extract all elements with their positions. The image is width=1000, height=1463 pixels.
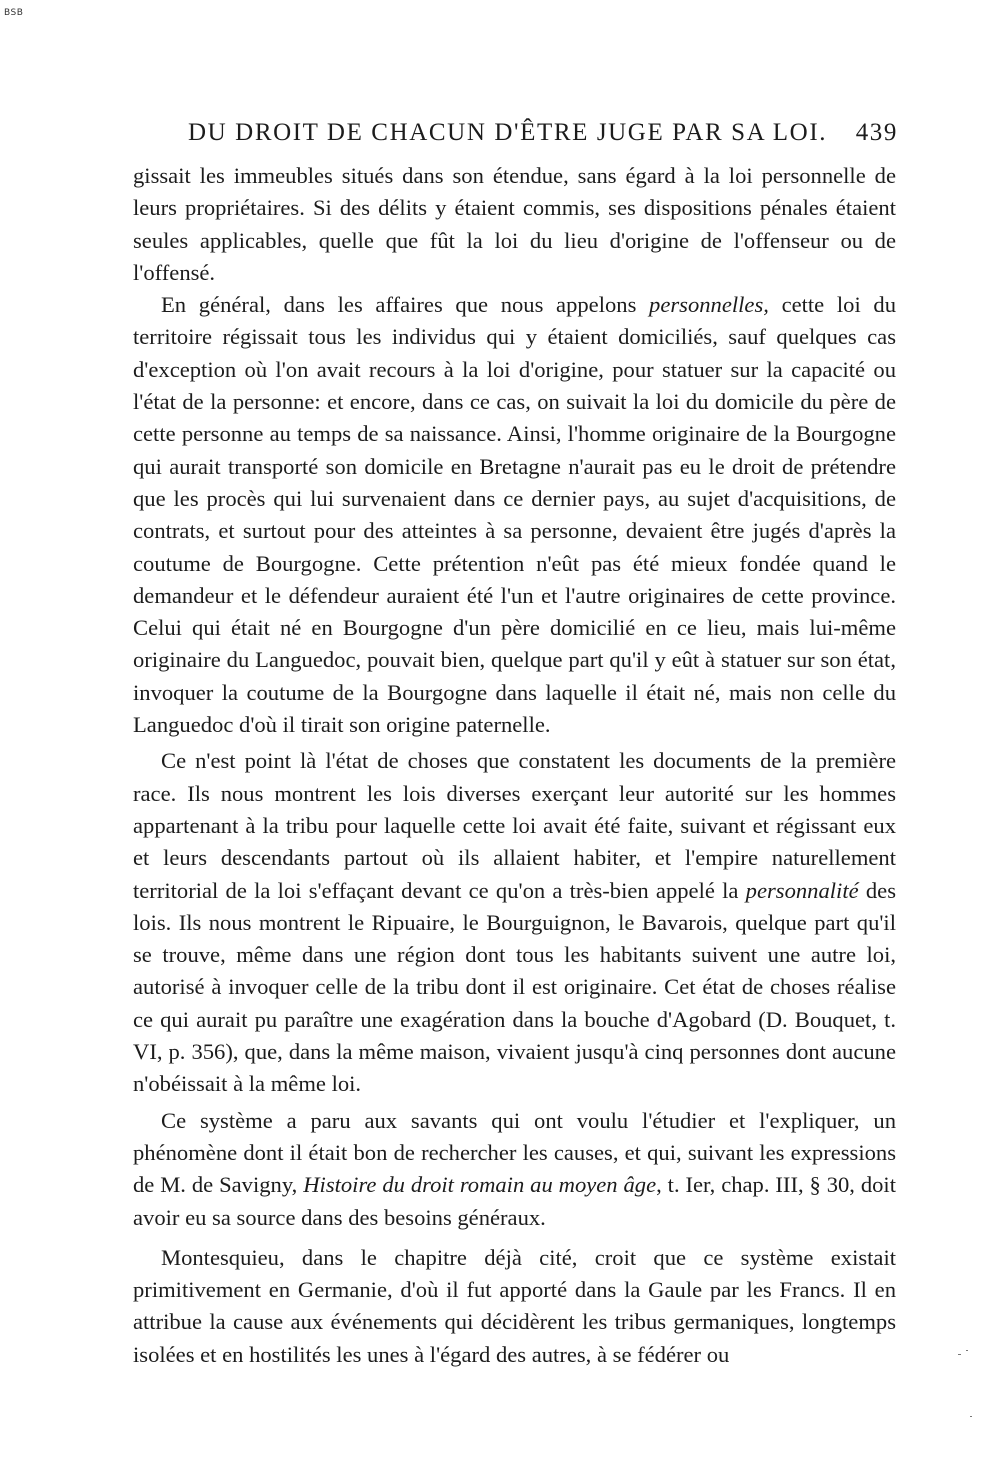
italic-term: personnelles,	[649, 292, 769, 318]
paragraph-text: des lois. Ils nous montrent le Ripuaire, le Bourguignon, le Bavarois, quelque part qu'il se trouve, même dans une région dont tous les habitants suivent une autre loi, autorisé à invoquer celle de la tribu dont il est originaire. Cet état de choses réalise ce qui aurait pu paraître une exagération dans la bouche d'Agobard (D. Bouquet, t. VI, p. 356), que, dans la même maison, vivaient jusqu'à cinq personnes dont aucune n'obéissait à la même loi.	[133, 877, 896, 1097]
body-text	[133, 160, 896, 1371]
scan-speck	[966, 1350, 968, 1351]
scan-speck	[970, 1416, 972, 1417]
paragraph	[133, 1242, 896, 1371]
italic-book-title: Histoire du droit romain au moyen âge	[303, 1172, 657, 1198]
chapter-title: DU DROIT DE CHACUN D'ÊTRE JUGE PAR SA LOI.	[188, 119, 828, 146]
paragraph-text: Ce système a paru aux savants qui ont voulu l'étudier et l'expliquer, un phénomène dont il était bon de rechercher les causes, et qui, suivant les expressions de M. de Savigny,	[133, 1107, 896, 1198]
paragraph-text: gissait les immeubles situés dans son étendue, sans égard à la loi personnelle de leurs propriétaires. Si des délits y étaient commis, ses dispositions pénales étaient seules applicables, quelle que fût la loi du lieu d'origine de l'offenseur ou de l'offensé.	[133, 163, 896, 285]
running-head	[188, 116, 898, 150]
scan-speck	[958, 1354, 961, 1355]
paragraph	[133, 745, 896, 1100]
paragraph-text: Ce n'est point là l'état de choses que constatent les documents de la première race. Ils nous montrent les lois diverses exerçant leur autorité sur les hommes appartenant à la tribu pour laquelle cette loi avait été faite, suivant et régissant eux et leurs descendants partout où ils allaient habiter, et l'empire naturellement territorial de la loi s'effaçant devant ce qu'on a très-bien appelé la	[133, 748, 896, 903]
paragraph-text: cette loi du territoire régissait tous les individus qui y étaient domiciliés, sauf quelques cas d'exception où l'on avait recours à la loi d'origine, pour statuer sur la capacité ou l'état de la personne: et encore, dans ce cas, on suivait la loi du domicile du père de cette personne au temps de sa naissance. Ainsi, l'homme originaire de la Bourgogne qui aurait transporté son domicile en Bretagne n'aurait pas eu le droit de prétendre que les procès qui lui survenaient dans ce dernier pays, au sujet d'acquisitions, de contrats, et surtout pour des atteintes à sa personne, devaient être jugés d'après la coutume de Bourgogne. Cette prétention n'eût pas été mieux fondée quand le demandeur et le défendeur auraient été l'un et l'autre originaires de cette province. Celui qui était né en Bourgogne d'un père domicilié en ce lieu, mais lui-même originaire du Languedoc, pouvait bien, quelque part qu'il y eût à statuer sur son état, invoquer la coutume de la Bourgogne dans laquelle il était né, mais non celle du Languedoc d'où il tirait son origine paternelle.	[133, 292, 896, 738]
paragraph	[133, 289, 896, 741]
paragraph-text: En général, dans les affaires que nous appelons	[161, 292, 650, 318]
paragraph-text: , t. Ier, chap. III, § 30, doit avoir eu sa source dans des besoins généraux.	[133, 1172, 896, 1230]
paragraph-continuation	[133, 160, 896, 289]
paragraph	[133, 1105, 896, 1234]
page-number: 439	[855, 119, 898, 146]
italic-term: personnalité	[745, 877, 859, 903]
library-stamp: BSB	[4, 8, 24, 18]
paragraph-text: Montesquieu, dans le chapitre déjà cité, croit que ce système existait primitivement en Germanie, d'où il fut apporté dans la Gaule par les Francs. Il en attribue la cause aux événements qui décidèrent les tribus germaniques, longtemps isolées et en hostilités les unes à l'égard des autres, à se fédérer ou	[133, 1244, 896, 1367]
